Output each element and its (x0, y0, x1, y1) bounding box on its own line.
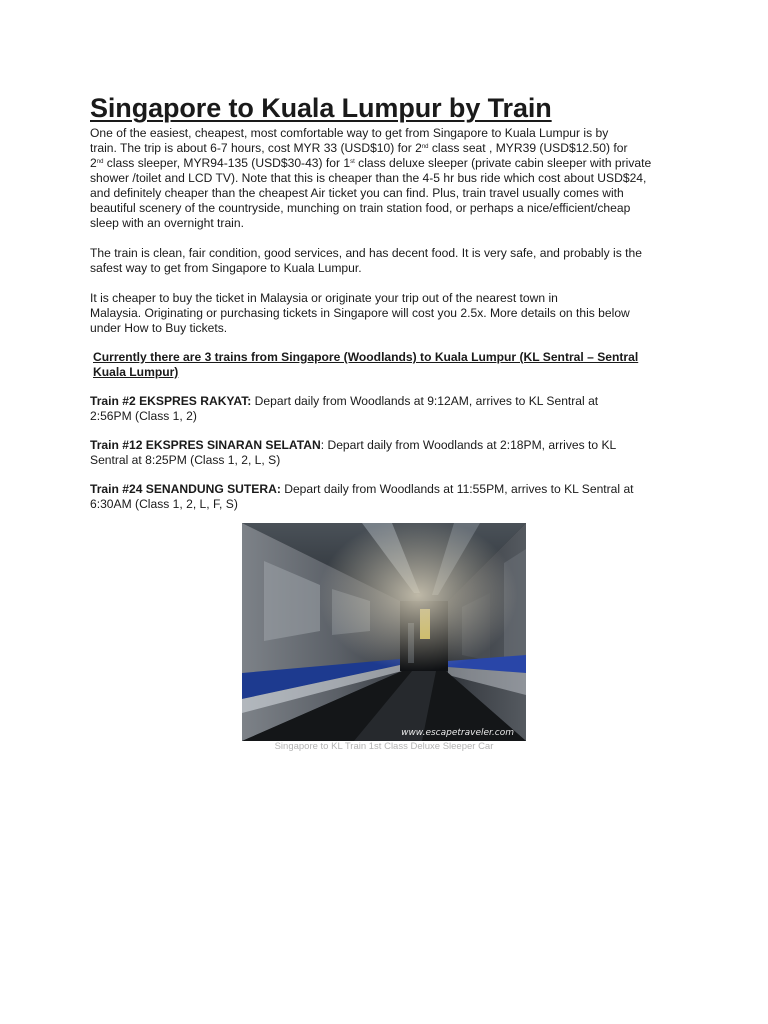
text-run: class sleeper, MYR94-135 (USD$30-43) for 1 (103, 156, 351, 170)
text-line (90, 156, 676, 171)
document-page (90, 92, 676, 512)
photo-caption: Singapore to KL Train 1st Class Deluxe Sleeper Car (274, 741, 494, 752)
text-run: class deluxe sleeper (private cabin sleeper with private (354, 156, 652, 170)
text-line: sleep with an overnight train. (90, 216, 244, 230)
ordinal-suffix: nd (96, 159, 104, 165)
text-line: Sentral at 8:25PM (Class 1, 2, L, S) (90, 453, 281, 467)
ticket-paragraph (90, 291, 676, 336)
text-line: shower /toilet and LCD TV). Note that this is cheaper than the 4-5 hr bus ride which cost about USD$24, (90, 171, 647, 185)
intro-paragraph (90, 126, 676, 231)
text-run: train. The trip is about 6-7 hours, cost MYR 33 (USD$10) for 2 (90, 141, 422, 155)
section-heading (90, 350, 676, 380)
train-corridor-photo (242, 523, 526, 741)
text-line (90, 482, 676, 497)
train-entry (90, 482, 676, 512)
photo-watermark: www.escapetraveler.com (401, 728, 514, 738)
page-title: Singapore to Kuala Lumpur by Train (90, 93, 552, 123)
train-schedule: Depart daily from Woodlands at 11:55PM, arrives to KL Sentral at (280, 482, 634, 496)
train-name: Train #12 EKSPRES SINARAN SELATAN (90, 438, 321, 452)
text-line (90, 394, 676, 409)
train-schedule: : Depart daily from Woodlands at 2:18PM, arrives to KL (320, 438, 617, 452)
train-name: Train #24 SENANDUNG SUTERA: (90, 482, 281, 496)
text-line: beautiful scenery of the countryside, munching on train station food, or perhaps a nice/efficient/cheap (90, 201, 631, 215)
text-line: It is cheaper to buy the ticket in Malaysia or originate your trip out of the nearest town in (90, 291, 558, 305)
text-line (90, 438, 676, 453)
text-run: 2 (90, 156, 97, 170)
text-line: and definitely cheaper than the cheapest Air ticket you can find. Plus, train travel usually comes with (90, 186, 624, 200)
text-line: 2:56PM (Class 1, 2) (90, 409, 197, 423)
ordinal-suffix: st (350, 159, 355, 165)
text-line: under How to Buy tickets. (90, 321, 228, 335)
text-line: Kuala Lumpur) (93, 365, 179, 379)
ordinal-suffix: nd (421, 144, 429, 150)
train-schedule: Depart daily from Woodlands at 9:12AM, arrives to KL Sentral at (251, 394, 599, 408)
text-line: Malaysia. Originating or purchasing tickets in Singapore will cost you 2.5x. More details on this below (90, 306, 630, 320)
text-line: safest way to get from Singapore to Kuala Lumpur. (90, 261, 362, 275)
text-line (90, 141, 676, 156)
text-line: 6:30AM (Class 1, 2, L, F, S) (90, 497, 238, 511)
text-line: Currently there are 3 trains from Singapore (Woodlands) to Kuala Lumpur (KL Sentral – Sentral (93, 350, 639, 364)
train-entry (90, 394, 676, 424)
text-run: class seat , MYR39 (USD$12.50) for (428, 141, 628, 155)
text-line: The train is clean, fair condition, good services, and has decent food. It is very safe, and probably is the (90, 246, 642, 260)
safety-paragraph (90, 246, 676, 276)
text-line: One of the easiest, cheapest, most comfortable way to get from Singapore to Kuala Lumpur is by (90, 126, 609, 140)
train-entry (90, 438, 676, 468)
train-name: Train #2 EKSPRES RAKYAT: (90, 394, 252, 408)
